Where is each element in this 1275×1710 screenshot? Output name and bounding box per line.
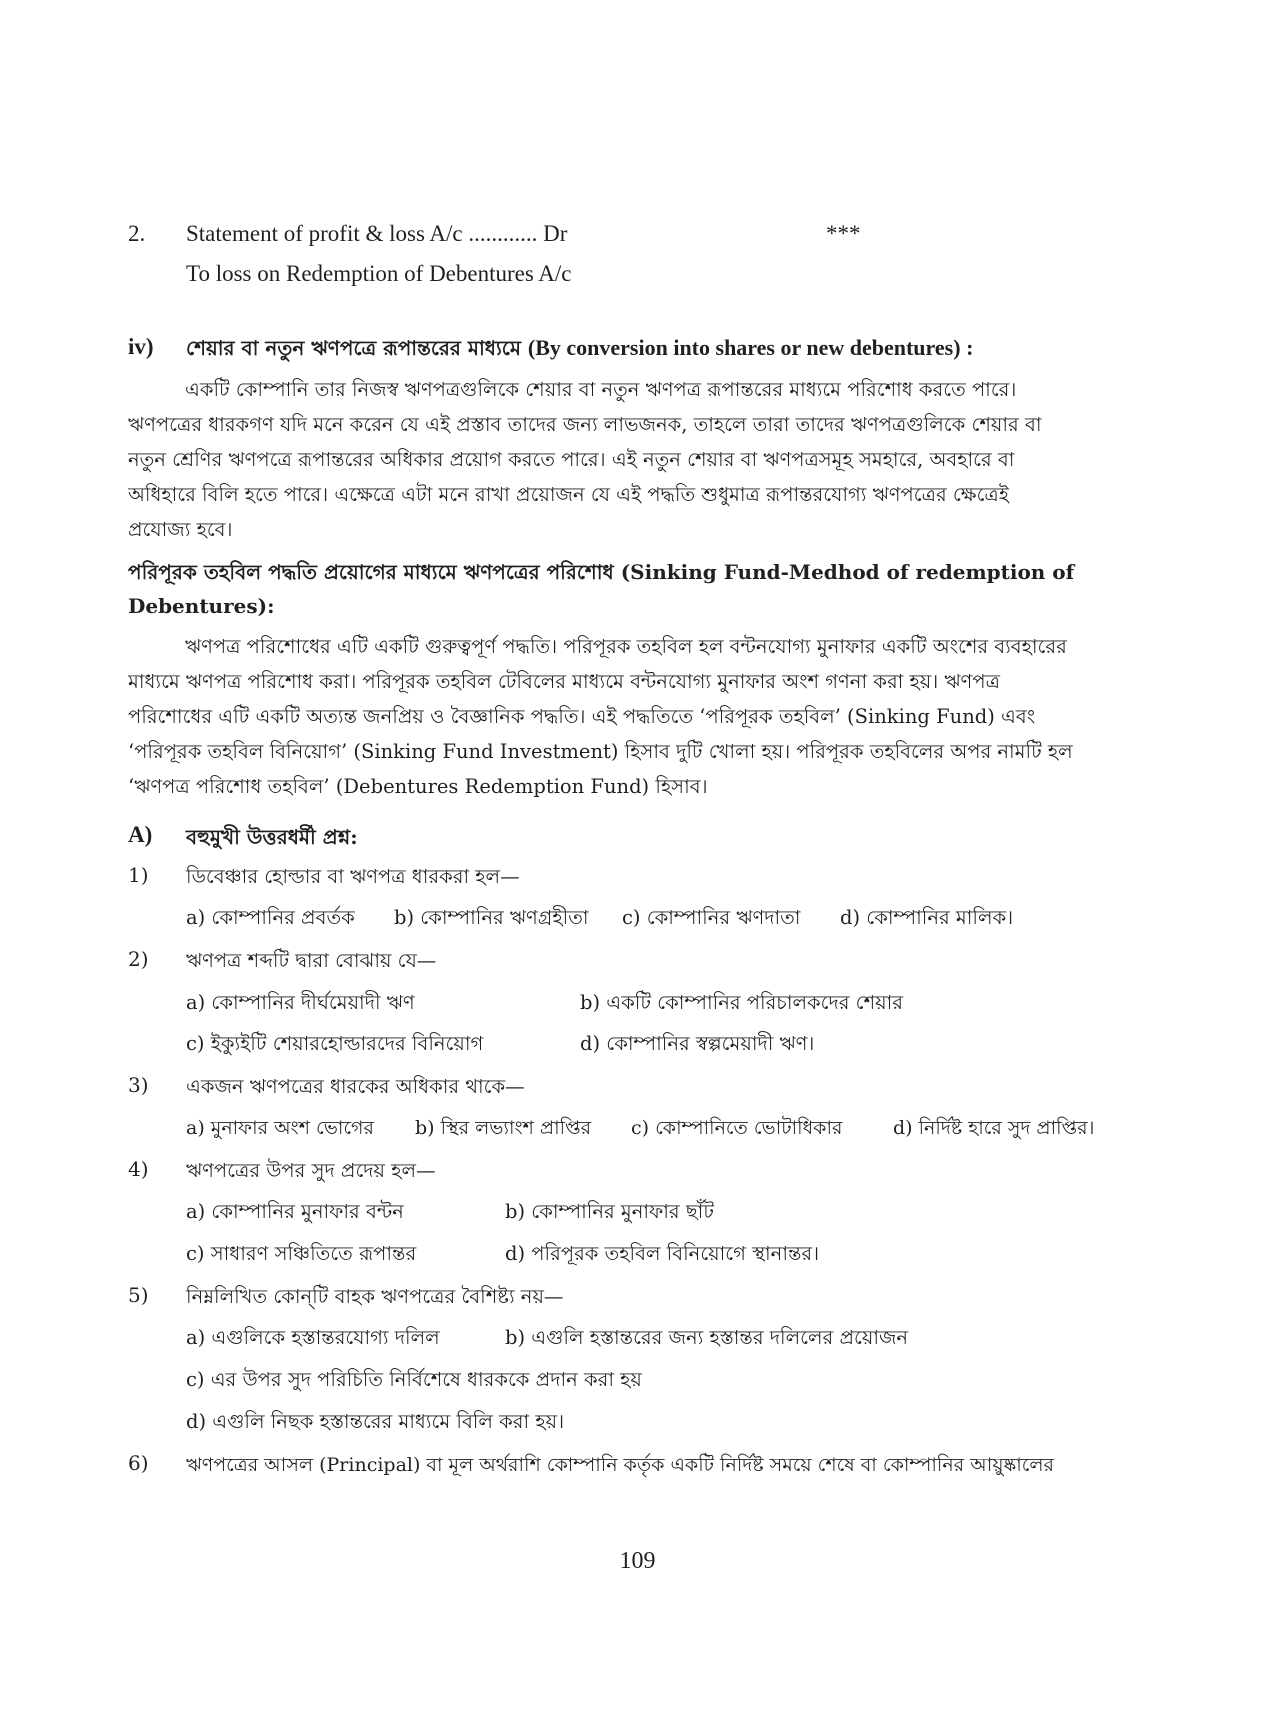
paragraph-line: মাধ্যমে ঋণপত্র পরিশোধ করা। পরিপূরক তহবিল টেবিলের মাধ্যমে বন্টনযোগ্য মুনাফার অংশ গণনা করা হয়। ঋণপত্র (128, 670, 1000, 693)
question-option: a) এগুলিকে হস্তান্তরযোগ্য দলিল (186, 1326, 440, 1349)
question-text: নিম্নলিখিত কোন্‌টি বাহক ঋণপত্রের বৈশিষ্ট্য নয়— (186, 1285, 564, 1308)
paragraph-line: ঋণপত্র পরিশোধের এটি একটি গুরুত্বপূর্ণ পদ্ধতি। পরিপূরক তহবিল হল বন্টনযোগ্য মুনাফার একটি অংশের ব্যবহারের (185, 635, 1067, 658)
mcq-title: বহুমুখী উত্তরধর্মী প্রশ্ন: (186, 825, 358, 849)
question-option: d) এগুলি নিছক হস্তান্তরের মাধ্যমে বিলি করা হয়। (186, 1410, 565, 1433)
paragraph-line: ‘ঋণপত্র পরিশোধ তহবিল’ (Debentures Redemption Fund) হিসাব। (128, 775, 708, 798)
question-option: c) কোম্পানিতে ভোটাধিকার (631, 1117, 843, 1139)
sinking-fund-heading (128, 555, 1130, 623)
paragraph-line: প্রযোজ্য হবে। (128, 518, 233, 541)
heading-line: Debentures): (128, 594, 275, 618)
question-option: b) একটি কোম্পানির পরিচালকদের শেয়ার (580, 991, 903, 1014)
mcq-marker: A) (128, 822, 153, 847)
paragraph-line: একটি কোম্পানি তার নিজস্ব ঋণপত্রগুলিকে শেয়ার বা নতুন ঋণপত্র রূপান্তরের মাধ্যমে পরিশোধ করতে পারে। (185, 378, 1017, 401)
section-iv-heading-en: (By conversion into shares or new debentures) : (527, 335, 974, 360)
question-option: b) এগুলি হস্তান্তরের জন্য হস্তান্তর দলিলের প্রয়োজন (505, 1326, 909, 1349)
section-iv-heading-bn: শেয়ার বা নতুন ঋণপত্রে রূপান্তরের মাধ্যমে (186, 336, 521, 360)
question-number: 3) (128, 1073, 149, 1097)
question-option: a) কোম্পানির দীর্ঘমেয়াদী ঋণ (186, 991, 415, 1014)
paragraph-line: অধিহারে বিলি হতে পারে। এক্ষেত্রে এটা মনে রাখা প্রয়োজন যে এই পদ্ধতি শুধুমাত্র রূপান্তরযোগ্য ঋণপত্রের ক্ষেত্রেই (128, 483, 1009, 506)
section-iv-paragraph (128, 372, 1130, 547)
question-number: 5) (128, 1283, 149, 1307)
question-option: c) ইক্যুইটি শেয়ারহোল্ডারদের বিনিয়োগ (186, 1032, 484, 1055)
question-option: a) কোম্পানির প্রবর্তক (186, 906, 355, 929)
question-option: b) কোম্পানির ঋণগ্রহীতা (394, 906, 589, 929)
sinking-fund-paragraph (128, 629, 1130, 804)
paragraph-line: পরিশোধের এটি একটি অত্যন্ত জনপ্রিয় ও বৈজ্ঞানিক পদ্ধতি। এই পদ্ধতিতে ‘পরিপূরক তহবিল’ (Sinking Fund) এবং (128, 705, 1036, 728)
question-number: 4) (128, 1157, 149, 1181)
entry-credit-line: To loss on Redemption of Debentures A/c (186, 261, 572, 286)
question-number: 2) (128, 947, 149, 971)
question-text: ঋণপত্রের আসল (Principal) বা মূল অর্থরাশি কোম্পানি কর্তৃক একটি নির্দিষ্ট সময়ে শেষে বা কোম্পানির আয়ুষ্কালের (186, 1454, 1054, 1476)
paragraph-line: নতুন শ্রেণির ঋণপত্রে রূপান্তরের অধিকার প্রয়োগ করতে পারে। এই নতুন শেয়ার বা ঋণপত্রসমূহ সমহারে, অবহারে বা (128, 448, 1015, 471)
paragraph-line: ‘পরিপূরক তহবিল বিনিয়োগ’ (Sinking Fund Investment) হিসাব দুটি খোলা হয়। পরিপূরক তহবিলের অপর নামটি হল (128, 740, 1073, 763)
section-iv-heading (186, 334, 973, 367)
question-option: d) নির্দিষ্ট হারে সুদ প্রাপ্তির। (893, 1117, 1095, 1139)
question-option: c) এর উপর সুদ পরিচিতি নির্বিশেষে ধারককে প্রদান করা হয় (186, 1368, 642, 1391)
question-number: 6) (128, 1451, 149, 1475)
question-text: একজন ঋণপত্রের ধারকের অধিকার থাকে— (186, 1075, 525, 1098)
question-option: c) কোম্পানির ঋণদাতা (622, 906, 801, 929)
page-number: 109 (619, 1548, 656, 1574)
question-option: a) কোম্পানির মুনাফার বন্টন (186, 1200, 404, 1223)
question-option: b) স্থির লভ্যাংশ প্রাপ্তির (415, 1117, 592, 1139)
paragraph-line: ঋণপত্রের ধারকগণ যদি মনে করেন যে এই প্রস্তাব তাদের জন্য লাভজনক, তাহলে তারা তাদের ঋণপত্রগুলিকে শেয়ার বা (128, 413, 1042, 436)
question-option: d) পরিপূরক তহবিল বিনিয়োগে স্থানান্তর। (505, 1242, 820, 1265)
section-iv-marker: iv) (128, 334, 154, 359)
entry-number: 2. (128, 221, 146, 246)
entry-amount: *** (826, 221, 861, 246)
question-option: b) কোম্পানির মুনাফার ছাঁট (505, 1200, 714, 1223)
question-option: d) কোম্পানির মালিক। (840, 906, 1014, 929)
question-text: ডিবেঞ্চার হোল্ডার বা ঋণপত্র ধারকরা হল— (186, 865, 520, 888)
question-text: ঋণপত্রের উপর সুদ প্রদেয় হল— (186, 1159, 436, 1182)
question-text: ঋণপত্র শব্দটি দ্বারা বোঝায় যে— (186, 949, 437, 972)
heading-line: পরিপূরক তহবিল পদ্ধতি প্রয়োগের মাধ্যমে ঋণপত্রের পরিশোধ (Sinking Fund-Medhod of redemption of (128, 560, 1075, 584)
question-option: a) মুনাফার অংশ ভোগের (186, 1117, 374, 1139)
question-number: 1) (128, 863, 149, 887)
question-option: d) কোম্পানির স্বল্পমেয়াদী ঋণ। (580, 1032, 815, 1055)
entry-debit-line: Statement of profit & loss A/c ............ Dr (186, 221, 568, 246)
question-option: c) সাধারণ সঞ্চিতিতে রূপান্তর (186, 1242, 417, 1265)
